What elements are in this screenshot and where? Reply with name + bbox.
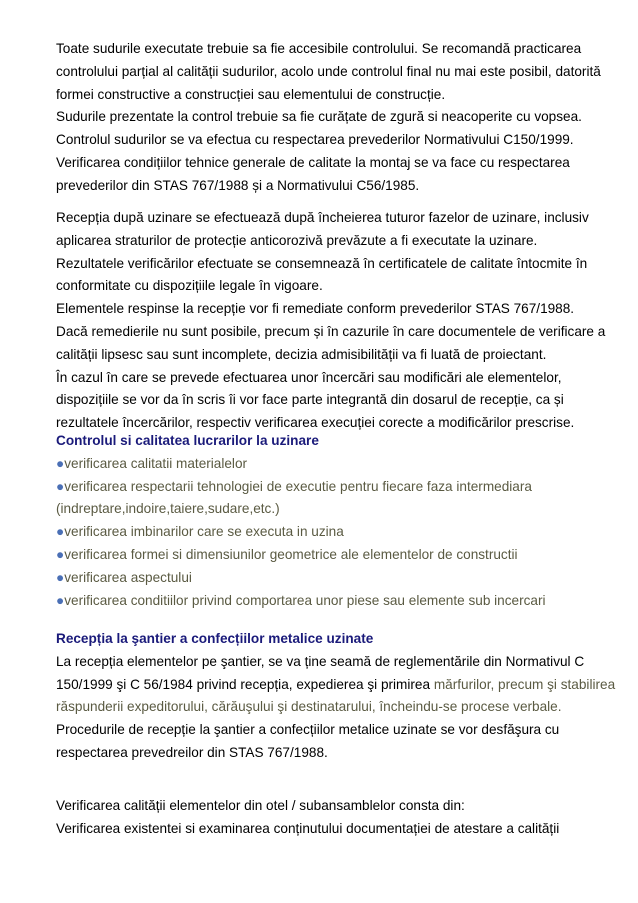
list-item-text: verificarea formei si dimensiunilor geometrice ale elementelor de constructii xyxy=(64,546,518,562)
text-line: răspunderii expeditorului, cărăuşului şi destinatarului, încheindu-se procese verbale. xyxy=(56,699,562,715)
bullet-icon: ● xyxy=(56,455,65,471)
section-heading: Recepția la şantier a confecțiilor metalice uzinate xyxy=(56,631,374,646)
text-line: calității lipsesc sau sunt incomplete, decizia admisibilității va fi luată de proiectant. xyxy=(56,346,547,362)
list-item xyxy=(56,544,596,567)
text-line: respectarea prevedreilor din STAS 767/1988. xyxy=(56,744,328,760)
list-item-text: verificarea conditiilor privind comportarea unor piese sau elemente sub incercari xyxy=(64,592,546,608)
list-item xyxy=(56,567,596,590)
text-line: formei constructive a construcției sau elementului de construcție. xyxy=(56,86,446,102)
bullet-icon: ● xyxy=(56,546,65,562)
text-line: La recepția elementelor pe şantier, se va ține seamă de reglementările din Normativul C xyxy=(56,653,585,669)
text-line: prevederilor din STAS 767/1988 și a Normativului C56/1985. xyxy=(56,177,420,193)
section-factory-quality-control xyxy=(56,430,596,612)
bullet-icon: ● xyxy=(56,524,65,540)
text-line: controlului parțial al calității sudurilor, acolo unde controlul final nu mai este posibil, datorită xyxy=(56,63,601,79)
list-item xyxy=(56,590,596,613)
section-heading: Controlul si calitatea lucrarilor la uzinare xyxy=(56,433,319,448)
list-item-text: verificarea calitatii materialelor xyxy=(64,455,248,471)
text-line: Dacă remedierile nu sunt posibile, precum și în cazurile în care documentele de verificare a xyxy=(56,323,606,339)
list-item-continuation: (indreptare,indoire,taiere,sudare,etc.) xyxy=(56,501,280,517)
text-line: Verificarea condițiilor tehnice generale de calitate la montaj se va face cu respectarea xyxy=(56,154,570,170)
text-line: În cazul în care se prevede efectuarea unor încercări sau modificări ale elementelor, xyxy=(56,369,562,385)
text-line: Procedurile de recepție la şantier a confecțiilor metalice uzinate se vor desfăşura cu xyxy=(56,722,560,738)
text-line: Recepția după uzinare se efectuează după încheierea tuturor fazelor de uzinare, inclusiv xyxy=(56,210,589,225)
list-item xyxy=(56,453,596,476)
section-site-reception xyxy=(56,628,616,765)
paragraph-element-quality-check xyxy=(56,795,596,841)
text-line: Elementele respinse la recepție vor fi remediate conform prevederilor STAS 767/1988. xyxy=(56,301,575,317)
text-line: Rezultatele verificărilor efectuate se consemnează în certificatele de calitate întocmite în xyxy=(56,255,588,271)
text-line: Sudurile prezentate la control trebuie sa fie curățate de zgură si neacoperite cu vopsea. xyxy=(56,109,582,125)
bullet-icon: ● xyxy=(56,592,65,608)
list-item-text: verificarea imbinarilor care se executa in uzina xyxy=(64,524,344,540)
text-line: Verificarea calității elementelor din otel / subansamblelor consta din: xyxy=(56,798,465,813)
bullet-icon: ● xyxy=(56,478,65,494)
list-item xyxy=(56,521,596,544)
text-line: conformitate cu dispozițiile legale în vigoare. xyxy=(56,278,323,294)
paragraph-factory-reception xyxy=(56,207,606,435)
text-span: 150/1999 şi C 56/1984 privind recepția, expedierea şi primirea xyxy=(56,676,434,692)
text-line: Controlul sudurilor se va efectua cu respectarea prevederilor Normativului C150/1999. xyxy=(56,132,574,148)
list-item-text: verificarea aspectului xyxy=(64,569,192,585)
bullet-icon: ● xyxy=(56,569,65,585)
paragraph-welding-control xyxy=(56,38,601,198)
text-line: rezultatele încercărilor, respectiv verificarea execuției corecte a modificărilor prescrise. xyxy=(56,415,575,431)
muted-text-span: mărfurilor, precum şi stabilirea xyxy=(433,676,616,692)
text-line: dispozițiile se vor da în scris îi vor face parte integrantă din dosarul de recepție, ca și xyxy=(56,392,564,408)
list-item-text: verificarea respectarii tehnologiei de executie pentru fiecare faza intermediara xyxy=(64,478,532,494)
text-line xyxy=(56,674,616,697)
text-line: Verificarea existentei si examinarea conținutului documentației de atestare a calității xyxy=(56,820,560,836)
text-line: aplicarea straturilor de protecție anticorozivă prevăzute a fi executate la uzinare. xyxy=(56,232,538,248)
text-line: Toate sudurile executate trebuie sa fie accesibile controlului. Se recomandă practicarea xyxy=(56,41,582,56)
list-item xyxy=(56,476,596,499)
